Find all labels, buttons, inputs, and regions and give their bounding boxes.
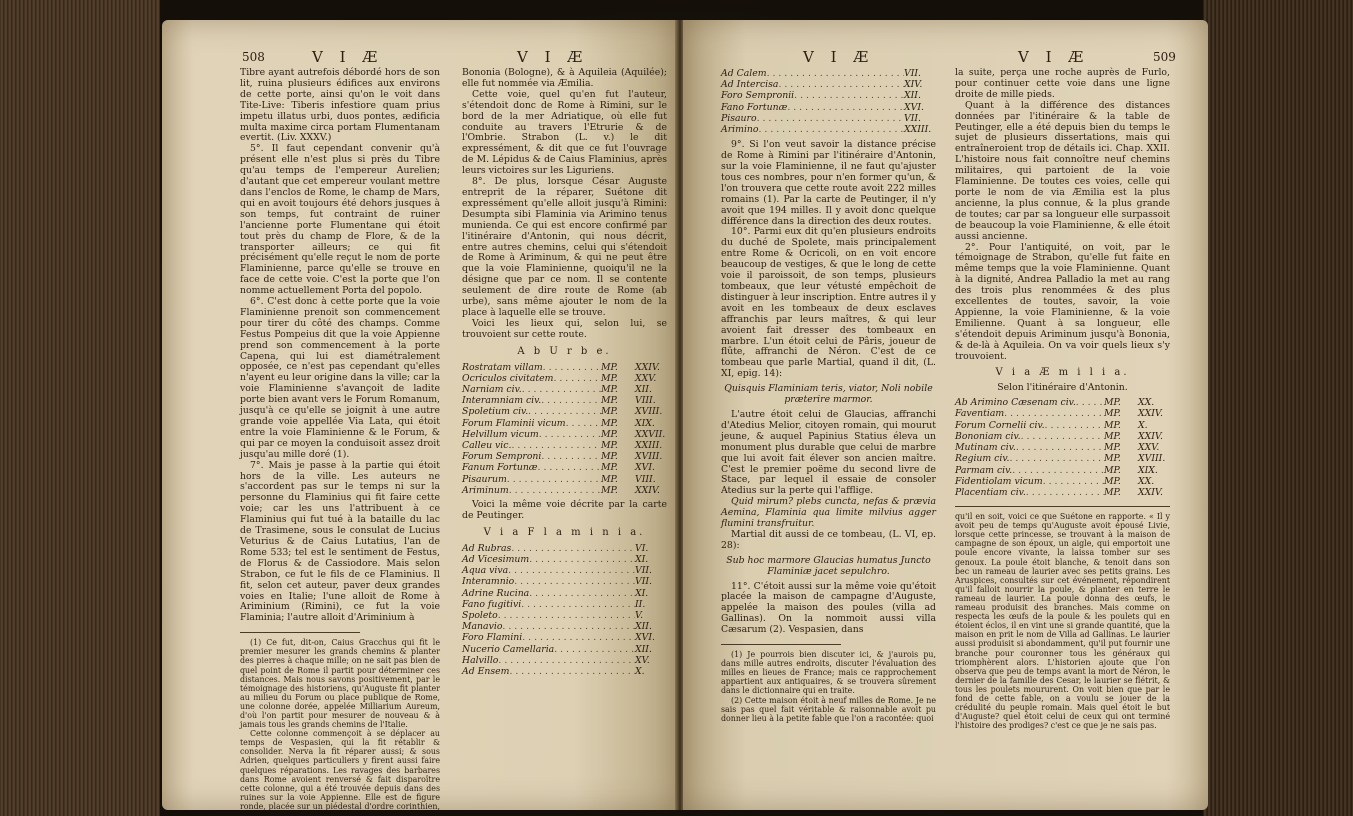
list-item: Fanum Fortunæ . . . MP. XVI. xyxy=(462,462,667,473)
list-item: Forum Flaminii vicum . . . MP. XIX. xyxy=(462,418,667,429)
list-item: Arimino . . . XXIII. xyxy=(721,124,936,135)
divider xyxy=(955,506,1170,507)
list-item: Ariminum . . . MP. XXIV. xyxy=(462,485,667,496)
list-item: Foro Sempronii . . . XII. xyxy=(721,90,936,101)
section-subtitle: Selon l'itinéraire d'Antonin. xyxy=(997,382,1128,394)
section-title: V i a F l a m i n i a. xyxy=(483,526,646,538)
list-item: Aqua viva . . . VII. xyxy=(462,565,667,576)
right-column-2 xyxy=(955,68,1170,730)
list-item: Fano Fortunæ . . . XVI. xyxy=(721,102,936,113)
list-item: Forum Cornelii civ. . . . MP. X. xyxy=(955,420,1170,431)
itinerary-list xyxy=(721,68,936,135)
list-item: Pisauro . . . VII. xyxy=(721,113,936,124)
list-item: Parmam civ. . . . MP. XIX. xyxy=(955,465,1170,476)
list-item: Mutinam civ. . . . MP. XXV. xyxy=(955,442,1170,453)
paragraph: Voici la même voie décrite par la carte de Peutinger. xyxy=(462,499,667,521)
list-item: Calleu vic. . . . MP. XXIII. xyxy=(462,440,667,451)
paragraph: 9°. Si l'on veut savoir la distance précise de Rome à Rimini par l'itinéraire d'Antonin, sur la voie Flaminienne, il ne faut qu'ajuster tous ces nombres, pour n'en former qu'un, & l'on trouvera que cette route avoit 222 milles romains (1). Par la carte de Peutinger, il n'y avoit que 194 milles. Il y avoit donc quelque différence dans la direction des deux routes. xyxy=(721,139,936,227)
footnote-continued: qu'il en soit, voici ce que Suétone en rapporte. « Il y avoit peu de temps qu'Auguste avoit épousé Livie, lorsque cette princesse, se trouvant à la maison de campagne de son époux, un aigle, qui emportoit une poule encore vivante, la laissa tomber sur ses genoux. La poule étoit blanche, & tenoit dans son bec un rameau de laurier avec ses petits grains. Les Aruspices, consultés sur cet événement, répondirent qu'il falloit nourrir la poule, & planter en terre le rameau de laurier. La poule donna des œufs, le rameau produisit des branches. Mais comme on respecta les œufs de la poule & les poulets qui en étoient éclos, il en vint une si grande quantité, que la maison en prit le nom de Villa ad Gallinas. Le laurier aussi produisit si abondamment, qu'il put fournir une branche pour couronner tous les généraux qui triomphèrent alors. L'historien ajoute que l'on observa que peu de temps avant la mort de Néron, le dernier de la famille des Cesar, le laurier se flétrit, & tous les poulets moururent. On voit bien que par le fond de cette fable, on a voulu se jouer de la crédulité du peuple romain. Mais quel étoit le but d'Auguste? quel étoit celui de ceux qui ont terminé l'histoire des prodiges? c'est ce que je ne sais pas. xyxy=(955,512,1170,731)
verse-quote: Sub hoc marmore Glaucias humatus Juncto Flaminiæ jacet sepulchro. xyxy=(726,554,931,577)
list-item: Helvillum vicum . . . MP. XXVII. xyxy=(462,429,667,440)
list-item: Halvillo . . . XV. xyxy=(462,655,667,666)
list-item: Fano fugitivi . . . II. xyxy=(462,599,667,610)
paragraph: 6°. C'est donc à cette porte que la voie Flaminienne prenoit son commencement pour tirer du côté des champs. Comme Festus Pompeius dit que la voie Appienne prend son commencement à la porte Capena, qui lui est diamétralement opposée, ce n'est pas cependant qu'elles n'ayent eu leur origine dans la ville; car la voie Flaminienne s'avançoit de ladite porte bien avant vers le Forum Romanum, jusqu'à ce qu'elle se joignit à une autre grande voie appellée Via Lata, qui étoit entre la voie Flaminienne & le Forum, & qui par ce moyen la conduisoit assez droit jusqu'au mille doré (1). xyxy=(240,296,440,460)
paragraph: Martial dit aussi de ce tombeau, (L. VI, ep. 28): xyxy=(721,528,936,551)
list-item: Ad Ensem . . . X. xyxy=(462,666,667,677)
paragraph: L'autre étoit celui de Glaucias, affranchi d'Atedius Melior, citoyen romain, qui mourut jeune, & auquel Papinius Statius éleva un monument plus durable que celui de marbre que lui avoit fait élever son ancien maître. C'est le premier poëme du second livre de Stace, par lequel il essaie de consoler Atedius sur la perte qui l'afflige. xyxy=(721,408,936,497)
left-column-1 xyxy=(240,68,440,810)
itinerary-list xyxy=(955,397,1170,498)
running-header-col2: V I Æ xyxy=(1018,48,1090,66)
list-item: Adrine Rucina . . . XI. xyxy=(462,588,667,599)
running-header: V I Æ xyxy=(803,48,875,66)
list-item: Foro Flamini . . . XVI. xyxy=(462,632,667,643)
footnote: (2) Cette maison étoit à neuf milles de Rome. Je ne sais pas quel fait véritable & raisonnable avoit pu donner lieu à la petite fable que l'on a racontée: quoi xyxy=(721,695,936,723)
paragraph: 10°. Parmi eux dit qu'en plusieurs endroits du duché de Spolete, mais principalement entre Rome & Ocricoli, on en voit encore beaucoup de vestiges, & que le long de cette voie il paroissoit, de son temps, plusieurs tombeaux, que leur vétusté empêchoit de distinguer à leur inscription. Entre autres il y avoit en les tombeaux de deux esclaves affranchis par leurs maîtres, & qui leur avoient fait dresser des tombeaux en marbre. L'un étoit celui de Pâris, joueur de flûte, affranchi de Néron. C'est de ce tombeau que parle Martial, quand il dit, (L. XI, epig. 14): xyxy=(721,226,936,380)
paragraph: 2°. Pour l'antiquité, on voit, par le témoignage de Strabon, qu'elle fut faite en même temps que la voie Flaminienne. Quant à la dignité, Andrea Palladio la met au rang des trois plus renommées & des plus excellentes de toutes, savoir, la voie Appienne, la voie Flaminienne, & la voie Emilienne. Quant à sa longueur, elle s'étendoit depuis Ariminum jusqu'à Bononia, & de-là à Aquileia. On va voir quels lieux s'y trouvoient. xyxy=(955,241,1170,362)
list-item: Forum Semproni . . . MP. XVIII. xyxy=(462,451,667,462)
section-title: A b U r b e. xyxy=(517,345,612,357)
list-item: Ocriculos civitatem . . . MP. XXV. xyxy=(462,373,667,384)
list-item: Placentiam civ. . . . MP. XXIV. xyxy=(955,487,1170,498)
list-item: Fidentiolam vicum . . . MP. XX. xyxy=(955,476,1170,487)
paragraph: Tibre ayant autrefois débordé hors de son lit, ruina plusieurs édifices aux environs de cette porte, ainsi qu'on le voit dans Tite-Live: Tiberis infestiore quam prius impetu illatus urbi, duos pontes, ædificia multa maxime circa portam Flumentanam evertit. (Liv. XXXV.) xyxy=(240,67,440,144)
list-item: Manavio . . . XII. xyxy=(462,621,667,632)
list-item: Interamniam civ. . . . MP. VIII. xyxy=(462,395,667,406)
left-page-edges xyxy=(0,0,160,816)
list-item: Ad Vicesimum . . . XI. xyxy=(462,554,667,565)
page-number: 509 xyxy=(1153,50,1176,64)
divider xyxy=(721,644,841,645)
list-item: Spoletium civ. . . . MP. XVIII. xyxy=(462,406,667,417)
paragraph: Quant à la différence des distances données par l'itinéraire & la table de Peutinger, elle a été depuis bien du temps le sujet de plusieurs dissertations, mais qui entraîneroient trop de détails ici. Chap. XXII. L'histoire nous fait connoître neuf chemins militaires, qui partoient de la voie Flaminienne. De toutes ces voies, celle qui porte le nom de via Æmilia est la plus ancienne, la plus connue, & la plus grande de toutes; car par sa longueur elle surpassoit de beaucoup la voie Flaminienne, & elle étoit aussi ancienne. xyxy=(955,99,1170,242)
paragraph: Quid mirum? plebs cuncta, nefas & prævia Aemina, Flaminia qua limite milvius agger flumini transfruitur. xyxy=(721,496,936,530)
paragraph: Voici les lieux qui, selon lui, se trouvoient sur cette route. xyxy=(462,317,667,340)
list-item: Ad Rubras . . . VI. xyxy=(462,543,667,554)
right-page-edges xyxy=(1203,0,1353,816)
list-item: Pisaurum . . . MP. VIII. xyxy=(462,474,667,485)
paragraph: 7°. Mais je passe à la partie qui étoit hors de la ville. Les auteurs ne s'accordent pas sur le temps ni sur la personne du Flaminius qui fit faire cette voie; car les uns l'attribuent à ce Flaminius qui fut tué à la bataille du lac de Trasimene, sous le consulat de Lucius Veturius & de Caius Lutatius, l'an de Rome 533; tel est le sentiment de Festus, de Florus & de Cassiodore. Mais selon Strabon, ce fut le fils de ce Flaminius. Il fit, selon cet auteur, paver deux grandes voies en Italie; l'une alloit de Rome à Ariminium (Rimini), ce fut la voie Flaminia; l'autre alloit d'Ariminium à xyxy=(240,459,440,624)
paragraph: 8°. De plus, lorsque César Auguste entreprit de la réparer, Suétone dit expressément qu'elle alloit jusqu'à Rimini: Desumpta sibi Flaminia via Arimino tenus munienda. Ce qui est encore confirmé par l'itinéraire d'Antonin, qui nous décrit, entre autres chemins, celui qui s'étendoit de Rome à Ariminum, & qui ne peut être que la voie Flaminienne, quoiqu'il ne la désigne que par ce nom. Il se contente seulement de dire route de Rome (ab urbe), sans même ajouter le nom de la place à laquelle elle se trouve. xyxy=(462,176,667,318)
paragraph: Bononia (Bologne), & à Aquileia (Aquilée); elle fut nommée via Æmilia. xyxy=(462,67,667,89)
right-page xyxy=(683,20,1208,810)
list-item: Narniam civ. . . . MP. XII. xyxy=(462,384,667,395)
left-page xyxy=(162,20,677,810)
footnote: Cette colonne commençoit à se déplacer au temps de Vespasien, qui la fit rétablir & consolider. Nerva la fit réparer aussi; & sous Adrien, quelques particuliers y firent aussi faire quelques réparations. Les ravages des barbares dans Rome avoient renversé & fait disparoître cette colonne, qui a été trouvée depuis dans des ruines sur la voie Appienne. Elle est de figure ronde, placée sur un piédestal d'ordre corinthien, xyxy=(240,729,440,810)
list-item: Spoleto . . . V. xyxy=(462,610,667,621)
itinerary-list xyxy=(462,362,667,496)
footnote: (1) Je pourrois bien discuter ici, & j'aurois pu, dans mille autres endroits, discuter l'évaluation des milles en lieues de France; mais ce rapprochement appartient aux antiquaires, & se trouvera sûrement dans le dictionnaire qui en traite. xyxy=(721,650,936,696)
paragraph: la suite, perça une roche auprès de Furlo, pour continuer cette voie dans une ligne droite de mille pieds. xyxy=(955,67,1170,100)
paragraph: Cette voie, quel qu'en fut l'auteur, s'étendoit donc de Rome à Rimini, sur le bord de la mer Adriatique, où elle fut conduite au travers l'Etrurie & de l'Ombrie. Strabon (L. v.) le dit expressément, & dit que ce fut l'ouvrage de M. Lépidus & de Caius Flaminius, après leurs victoires sur les Liguriens. xyxy=(462,88,667,177)
right-column-1 xyxy=(721,68,936,723)
list-item: Rostratam villam . . . MP. XXIV. xyxy=(462,362,667,373)
itinerary-list xyxy=(462,543,667,677)
section-title: V i a Æ m i l i a. xyxy=(995,367,1130,379)
left-column-2 xyxy=(462,68,667,677)
paragraph: 5°. Il faut cependant convenir qu'à présent elle n'est plus si près du Tibre qu'au temps de l'empereur Aurelien; d'autant que cet empereur voulant mettre dans l'enclos de Rome, le champ de Mars, qui en avoit toujours été dehors jusques à son temps, fut contraint de ruiner l'ancienne porte Flumentane qui étoit tout près du champ de Flore, & de la transporter ailleurs; ce qui fit précisément qu'elle reçut le nom de porte Flaminienne, parce qu'elle se trouve en face de cette voie. C'est la porte que l'on nomme actuellement Porta del popolo. xyxy=(240,143,440,297)
divider xyxy=(240,632,360,633)
running-header: V I Æ xyxy=(312,48,384,66)
list-item: Ad Intercisa . . . XIV. xyxy=(721,79,936,90)
list-item: Interamnio . . . VII. xyxy=(462,576,667,587)
footnote: (1) Ce fut, dit-on, Caius Gracchus qui fit le premier mesurer les grands chemins & planter des pierres à chaque mille; on ne sait pas bien de quel point de Rome il partit pour déterminer ces distances. Mais nous savons positivement, par le témoignage des historiens, qu'Auguste fit planter au milieu du Forum ou place publique de Rome, une colonne dorée, appelée Milliarium Aureum, d'où l'on partit pour mesurer de nouveau & à jamais tous les grands chemins de l'Italie. xyxy=(240,638,440,730)
paragraph: 11°. C'étoit aussi sur la même voie qu'étoit placée la maison de campagne d'Auguste, appelée la maison des poules (villa ad Gallinas). On la nommoit aussi villa Cæsarum (2). Vespasien, dans xyxy=(721,580,936,636)
verse-quote: Quisquis Flaminiam teris, viator, Noli nobile præterire marmor. xyxy=(724,383,933,406)
list-item: Regium civ. . . . MP. XVIII. xyxy=(955,453,1170,464)
list-item: Ab Arimino Cæsenam civ. . . . MP. XX. xyxy=(955,397,1170,408)
running-header-col2: V I Æ xyxy=(517,48,589,66)
list-item: Nucerio Camellaria . . . XII. xyxy=(462,644,667,655)
list-item: Ad Calem . . . VII. xyxy=(721,68,936,79)
list-item: Faventiam . . . MP. XXIV. xyxy=(955,408,1170,419)
list-item: Bononiam civ. . . . MP. XXIV. xyxy=(955,431,1170,442)
page-number: 508 xyxy=(242,50,265,64)
